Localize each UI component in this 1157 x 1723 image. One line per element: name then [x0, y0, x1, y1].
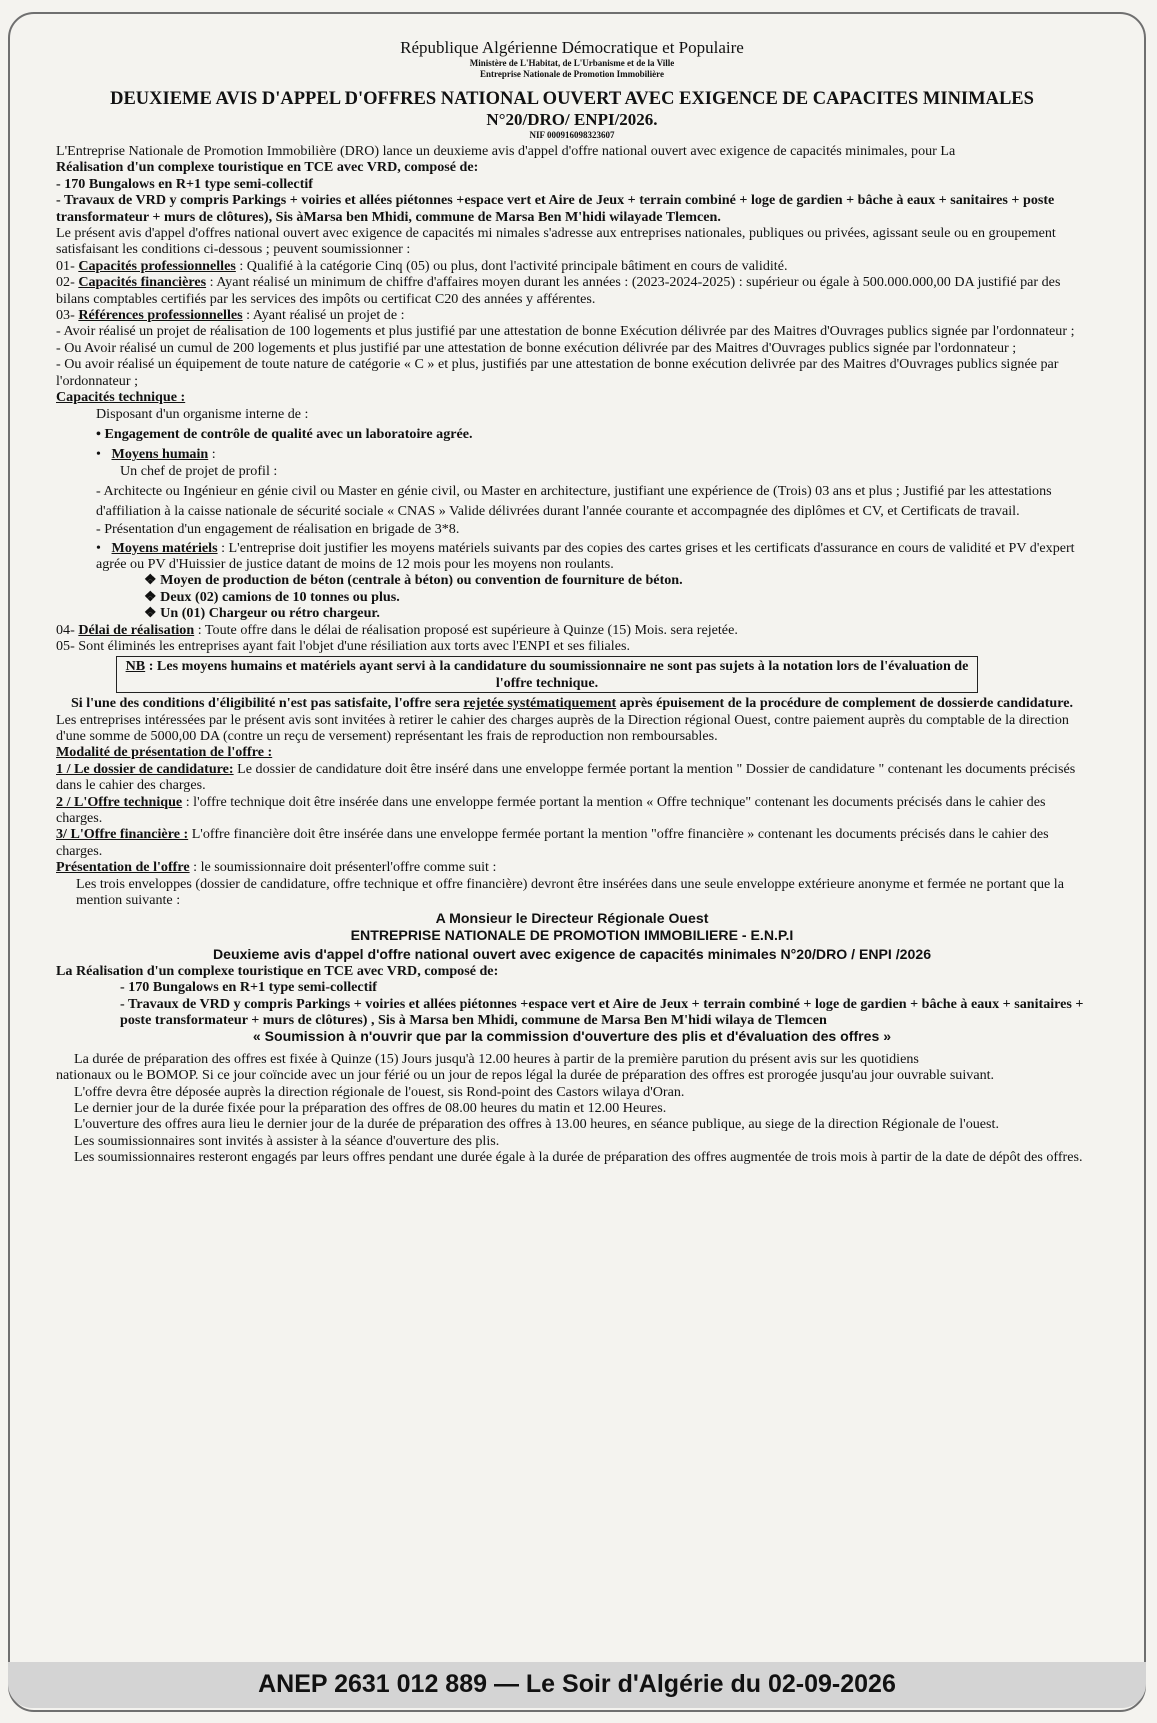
presentation-label: Présentation de l'offre	[56, 859, 190, 876]
reference-item: - Avoir réalisé un projet de réalisation de 100 logements et plus justifié par une attestation de bonne Exécution délivrée par des Maitres d'Ouvrages publics signée par l'ordonnateur ;	[56, 323, 1075, 340]
closing-paragraph: Les soumissionnaires sont invités à assister à la séance d'ouverture des plis.	[74, 1132, 500, 1149]
publication-footer	[8, 1662, 1146, 1708]
material-resources-label: Moyens matériels	[111, 539, 218, 556]
architect-requirement: - Architecte ou Ingénieur en génie civil ou Master en génie civil, ou Master en architecture, justifiant une expérience de (Trois) 03 ans et plus ; Justifié par les attestations d'affiliation à la caisse nationale de sécurité sociale « CNAS » Valide délivrées durant l'année courante et accompagnée des diplômes et CV, et Certificats de travail.	[96, 483, 1052, 520]
technical-disposant: Disposant d'un organisme interne de :	[96, 405, 309, 422]
delay-text: : Toute offre dans le délai de réalisation proposé est supérieure à Quinze (15) Mois. sera rejetée.	[194, 621, 738, 638]
human-resources-label: Moyens humain	[111, 446, 209, 463]
presentation-text: : le soumissionnaire doit présenterl'offre comme suit :	[189, 859, 497, 876]
envelope-company: ENTREPRISE NATIONALE DE PROMOTION IMMOBILIERE - E.N.P.I	[350, 926, 794, 943]
nb-box	[116, 656, 978, 693]
brigade-requirement: - Présentation d'un engagement de réalisation en brigade de 3*8.	[96, 521, 460, 538]
notice-number: N°20/DRO/ ENPI/2026.	[486, 110, 658, 129]
technical-offer-label: 2 / L'Offre technique	[56, 793, 183, 810]
closing-paragraph: Les soumissionnaires resteront engagés par leurs offres pendant une durée égale à la durée de préparation des offres augmentée de trois mois à partir de la date de dépôt des offres.	[74, 1149, 1083, 1166]
closing-paragraph: La durée de préparation des offres est fixée à Quinze (15) Jours jusqu'à 12.00 heures à partir de la première parution du présent avis sur les quotidiens	[74, 1050, 919, 1067]
project-line: Réalisation d'un complexe touristique en TCE avec VRD, composé de:	[56, 159, 479, 176]
offer-presentation	[56, 859, 1088, 875]
financial-offer	[56, 826, 1088, 859]
candidature-label: 1 / Le dossier de candidature:	[56, 760, 234, 777]
material-resources	[56, 540, 1088, 573]
project-item-bungalows: - 170 Bungalows en R+1 type semi-collectif	[56, 175, 313, 192]
material-resources-text: : L'entreprise doit justifier les moyens matériels suivants par des copies des cartes grises et les certificats d'assurance en cours de validité et PV d'expert agrée ou PV d'Huissier de justice datant de moins de 12 mois pour les moyens non roulants.	[96, 539, 1075, 572]
company-heading: Entreprise Nationale de Promotion Immobilière	[480, 69, 664, 79]
envelopes-instruction: Les trois enveloppes (dossier de candidature, offre technique et offre financière) devront être insérées dans une seule enveloppe extérieure anonyme et fermée ne portant que la mention suivante :	[76, 875, 1064, 909]
candidature-text: Le dossier de candidature doit être inséré dans une enveloppe fermée portant la mention " Dossier de candidature " contenant les documents précisés dans le cahier des charges.	[56, 760, 1076, 794]
rejection-text: rejetée systématiquement	[463, 695, 617, 712]
notice-title: DEUXIEME AVIS D'APPEL D'OFFRES NATIONAL OUVERT AVEC EXIGENCE DE CAPACITES MINIMALES	[110, 89, 1034, 109]
bullet: •	[96, 539, 101, 556]
condition-number: 03-	[56, 307, 75, 324]
exclusion-condition: 05- Sont éliminés les entreprises ayant fait l'objet d'une résiliation aux torts avec l'ENPI et ses filiales.	[56, 637, 630, 654]
envelope-notice-reference: Deuxieme avis d'appel d'offre national ouvert avec exigence de capacités minimales N°20/DRO / ENPI /2026	[212, 946, 932, 963]
financial-offer-label: 3/ L'Offre financière :	[56, 826, 189, 843]
technical-offer-text: : l'offre technique doit être insérée dans une enveloppe fermée portant la mention « Offre technique" contenant les documents précisés dans le cahier des charges.	[56, 793, 1046, 827]
condition-text: : Ayant réalisé un projet de :	[242, 307, 405, 324]
material-item: ❖ Un (01) Chargeur ou rétro chargeur.	[144, 605, 380, 622]
technical-offer	[56, 794, 1088, 827]
human-resources-heading	[56, 446, 1088, 462]
condition-text: : Qualifié à la catégorie Cinq (05) ou plus, dont l'activité principale bâtiment en cours de validité.	[235, 257, 788, 274]
bullet: •	[96, 446, 101, 463]
closing-paragraph: L'offre devra être déposée auprès la direction régionale de l'ouest, sis Rond-point des Castors wilaya d'Oran.	[74, 1083, 685, 1100]
project-item-vrd: - Travaux de VRD y compris Parkings + voiries et allées piétonnes +espace vert et Aire de Jeux + terrain combiné + loge de gardien + bâche à eaux + sanitaires + poste transformateur + murs de clôtures), Sis àMarsa ben Mhidi, commune de Marsa Ben M'hidi wilayade Tlemcen.	[56, 192, 1055, 225]
ministry-heading: Ministère de L'Habitat, de L'Urbanisme et de la Ville	[469, 58, 675, 68]
colon: :	[208, 446, 216, 463]
eligibility-intro: Le présent avis d'appel d'offres national ouvert avec exigence de capacités mi nimales s'adresse aux entreprises nationales, publiques ou privées, agissant seule ou en groupement satisfaisant les conditions ci-dessous ; peuvent soumissionner :	[56, 225, 1056, 258]
eligibility-text: Si l'une des conditions d'éligibilité n'est pas satisfaite, l'offre sera	[70, 695, 464, 712]
envelope-project: La Réalisation d'un complexe touristique en TCE avec VRD, composé de:	[56, 962, 499, 979]
technical-label: Capacités technique :	[56, 389, 186, 406]
envelope-recipient: A Monsieur le Directeur Régionale Ouest	[435, 910, 709, 927]
eligibility-text: après épuisement de la procédure de complement de dossierde candidature.	[616, 695, 1074, 712]
intro-line: L'Entreprise Nationale de Promotion Immobilière (DRO) lance un deuxieme avis d'appel d'offre national ouvert avec exigence de capacités minimales, pour La	[56, 143, 956, 159]
condition-01	[56, 258, 1088, 274]
reference-item: - Ou Avoir réalisé un cumul de 200 logements et plus justifié par une attestation de bonne exécution délivrée par des Maitres d'Ouvrages publics signée par l'ordonnateur ;	[56, 339, 1017, 356]
condition-03	[56, 307, 1088, 323]
quality-engagement: • Engagement de contrôle de qualité avec un laboratoire agrée.	[96, 425, 473, 442]
modalities-label: Modalité de présentation de l'offre :	[56, 744, 273, 761]
nb-label: NB	[125, 658, 146, 675]
delay-condition	[56, 622, 1088, 638]
republic-heading: République Algérienne Démocratique et Populaire	[400, 38, 744, 57]
envelope-item-bungalows: - 170 Bungalows en R+1 type semi-collectif	[120, 979, 377, 996]
eligibility-rule	[56, 695, 1088, 711]
condition-label: Capacités financières	[78, 274, 207, 291]
condition-label: Références professionnelles	[78, 307, 243, 324]
notice-content	[56, 38, 1088, 1166]
delay-label: Délai de réalisation	[78, 621, 195, 638]
closing-paragraph: Le dernier jour de la durée fixée pour la préparation des offres de 08.00 heures du matin et 12.00 Heures.	[74, 1099, 667, 1116]
financial-offer-text: L'offre financière doit être insérée dans une enveloppe fermée portant la mention "offre financière » contenant les documents précisés dans le cahier des charges.	[56, 826, 1049, 859]
condition-label: Capacités professionnelles	[78, 257, 236, 274]
publication-reference: ANEP 2631 012 889 — Le Soir d'Algérie du 02-09-2026	[258, 1670, 896, 1698]
material-item: ❖ Deux (02) camions de 10 tonnes ou plus.	[144, 588, 400, 605]
condition-number: 01-	[56, 257, 75, 274]
condition-number: 02-	[56, 274, 75, 291]
condition-text: : Ayant réalisé un minimum de chiffre d'affaires moyen durant les années : (2023-2024-2025) : supérieur ou égale à 500.000.000,00 DA justifié par des bilans comptables certifiés par les services des impôts ou certificat C20 des années y afférentes.	[56, 274, 1061, 307]
closing-paragraph: L'ouverture des offres aura lieu le dernier jour de la durée de préparation des offres à 13.00 heures, en séance publique, au siege de la direction Régionale de l'ouest.	[74, 1116, 999, 1133]
condition-number: 04-	[56, 621, 75, 638]
closing-paragraph: nationaux ou le BOMOP. Si ce jour coïncide avec un jour férié ou un jour de repos légal la durée de préparation des offres est prorogée jusqu'au jour ouvrable suivant.	[56, 1067, 995, 1084]
reference-item: - Ou avoir réalisé un équipement de toute nature de catégorie « C » et plus, justifiés par une attestation de bonne exécution delivrée par des Maitres d'Ouvrages publics signée par l'ordonnateur ;	[56, 356, 1059, 389]
project-chef-line: Un chef de projet de profil :	[120, 462, 278, 479]
nb-text: : Les moyens humains et matériels ayant servi à la candidature du soumissionnaire ne sont pas sujets à la notation lors de l'évaluation de l'offre technique.	[145, 658, 969, 691]
condition-02	[56, 274, 1088, 307]
nif-number: NIF 000916098323607	[529, 130, 615, 140]
envelope-opening-note: « Soumission à n'ouvrir que par la commission d'ouverture des plis et d'évaluation des offres »	[252, 1028, 892, 1045]
material-item: ❖ Moyen de production de béton (centrale à béton) ou convention de fourniture de béton.	[144, 572, 683, 589]
specifications-retrieval: Les entreprises intéressées par le présent avis sont invitées à retirer le cahier des charges auprès de la Direction régional Ouest, contre paiement auprès du comptable de la direction d'une somme de 5000,00 DA (contre un reçu de versement) représentant les frais de reproduction non remboursables.	[56, 711, 1069, 744]
candidature-dossier	[56, 761, 1088, 794]
envelope-item-vrd: - Travaux de VRD y compris Parkings + voiries et allées piétonnes +espace vert et Aire de Jeux + terrain combiné + loge de gardien + bâche à eaux + sanitaires + poste transformateur + murs de clôtures) , Sis à Marsa ben Mhidi, commune de Marsa Ben M'hidi wilaya de Tlemcen	[120, 995, 1084, 1028]
